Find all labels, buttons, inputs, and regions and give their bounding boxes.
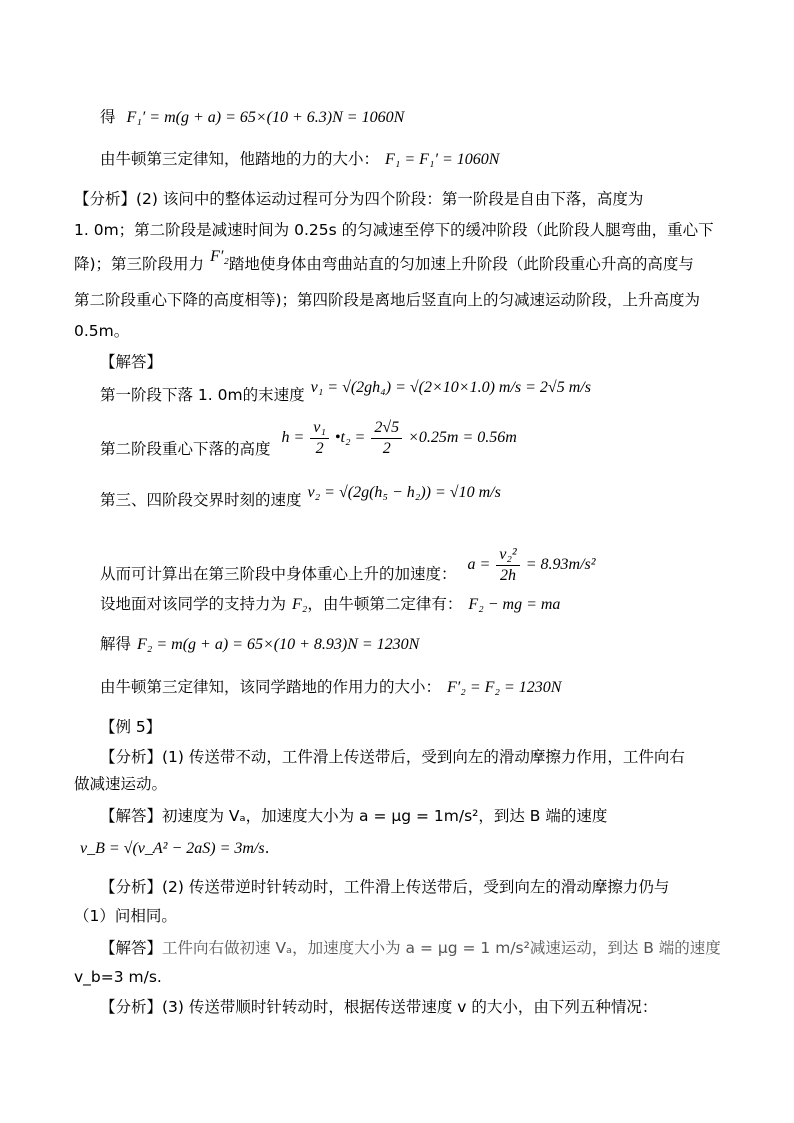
fraction	[310, 418, 329, 459]
line-15	[100, 676, 720, 699]
formula-f2-value: F₂ = m(g + a) = 65×(10 + 8.93)N = 1230N	[137, 636, 420, 653]
line-04: 1. 0m；第二阶段是减速时间为 0.25s 的匀减速至停下的缓冲阶段（此阶段人腿弯曲，重心下	[74, 221, 714, 239]
text: 【解答】	[100, 939, 163, 957]
line-02	[100, 148, 720, 171]
text: 工件向右做初速 Vₐ，加速度大小为 a = μg = 1 m/s²减速运动，到达 B 端的速度	[162, 939, 721, 957]
text: 设地面对该同学的支持力为	[100, 595, 287, 613]
line-18: 做减速运动。	[74, 775, 168, 793]
line-07: 0.5m。	[74, 322, 130, 340]
line-09	[100, 379, 720, 407]
text: a =	[467, 556, 491, 574]
denominator: 2	[315, 440, 324, 457]
line-16: 【例 5】	[100, 718, 162, 736]
formula-f2-prime: F′₂	[210, 248, 229, 265]
formula-v1: v₁ = √(2gh₄) = √(2×10×1.0) m/s = 2√5 m/s	[310, 379, 591, 396]
text: 解得	[100, 635, 132, 653]
formula-f1: F₁ = F₁′ = 1060N	[385, 151, 500, 168]
line-25: 【分析】(3) 传送带顺时针转动时，根据传送带速度 v 的大小，由下列五种情况：	[100, 998, 658, 1016]
numerator: v₁	[310, 418, 329, 439]
line-05	[74, 248, 694, 276]
text: 第一阶段下落 1. 0m的末速度	[100, 386, 305, 404]
text: 第三、四阶段交界时刻的速度	[100, 491, 302, 509]
numerator: 2√5	[371, 418, 402, 439]
line-01	[100, 106, 720, 129]
text: ×0.25m = 0.56m	[408, 429, 517, 447]
line-19: 【解答】初速度为 Vₐ，加速度大小为 a = μg = 1m/s²，到达 B 端的速度	[100, 807, 608, 825]
line-11	[100, 484, 720, 512]
formula-f1-prime: F₁′ = m(g + a) = 65×(10 + 6.3)N = 1060N	[126, 109, 405, 126]
text: 由牛顿第三定律知，该同学踏地的作用力的大小：	[100, 678, 442, 696]
line-24: v_b=3 m/s.	[74, 968, 162, 986]
denominator: 2h	[499, 567, 516, 584]
text: 由牛顿第三定律知，他踏地的力的大小：	[100, 150, 380, 168]
line-21: 【分析】(2) 传送带逆时针转动时，工件滑上传送带后，受到向左的滑动摩擦力仍与	[100, 878, 670, 896]
formula-f2-reaction: F′₂ = F₂ = 1230N	[447, 679, 562, 696]
text: .	[264, 839, 270, 857]
formula-f2: F₂	[292, 596, 308, 613]
line-13	[100, 593, 720, 616]
line-20	[74, 837, 694, 860]
line-08: 【解答】	[100, 353, 163, 371]
formula-h	[281, 419, 517, 457]
text: = 8.93m/s²	[525, 556, 596, 574]
line-10	[100, 419, 720, 471]
fraction	[496, 545, 519, 586]
formula-vb: v_B = √(v_A² − 2aS) = 3m/s	[80, 840, 265, 857]
line-06: 第二阶段重心下降的高度相等)；第四阶段是离地后竖直向上的匀减速运动阶段，上升高度为	[74, 291, 701, 309]
line-03: 【分析】(2) 该问中的整体运动过程可分为四个阶段：第一阶段是自由下落，高度为	[74, 190, 644, 208]
line-12	[100, 546, 720, 596]
text: 第二阶段重心下落的高度	[100, 440, 271, 459]
line-17: 【分析】(1) 传送带不动，工件滑上传送带后，受到向左的滑动摩擦力作用，工件向右	[100, 748, 685, 766]
numerator: v₂²	[496, 545, 519, 566]
line-23	[100, 937, 720, 959]
denominator: 2	[382, 440, 391, 457]
fraction	[371, 418, 402, 459]
line-22: （1）问相同。	[74, 907, 177, 925]
text: 得	[100, 108, 121, 126]
formula-newton2: F₂ − mg = ma	[468, 596, 561, 613]
text: ，由牛顿第二定律有：	[307, 595, 463, 613]
text: 从而可计算出在第三阶段中身体重心上升的加速度：	[100, 565, 457, 584]
line-14	[100, 633, 720, 656]
formula-a	[467, 546, 596, 584]
text: 降)；第三阶段用力	[74, 255, 205, 273]
formula-v2: v₂ = √(2g(h₅ − h₂)) = √10 m/s	[307, 484, 501, 501]
text: 踏地使身体由弯曲站直的匀加速上升阶段（此阶段重心升高的高度与	[228, 255, 694, 273]
text: •t₂ =	[334, 429, 366, 447]
text: h =	[281, 429, 305, 447]
